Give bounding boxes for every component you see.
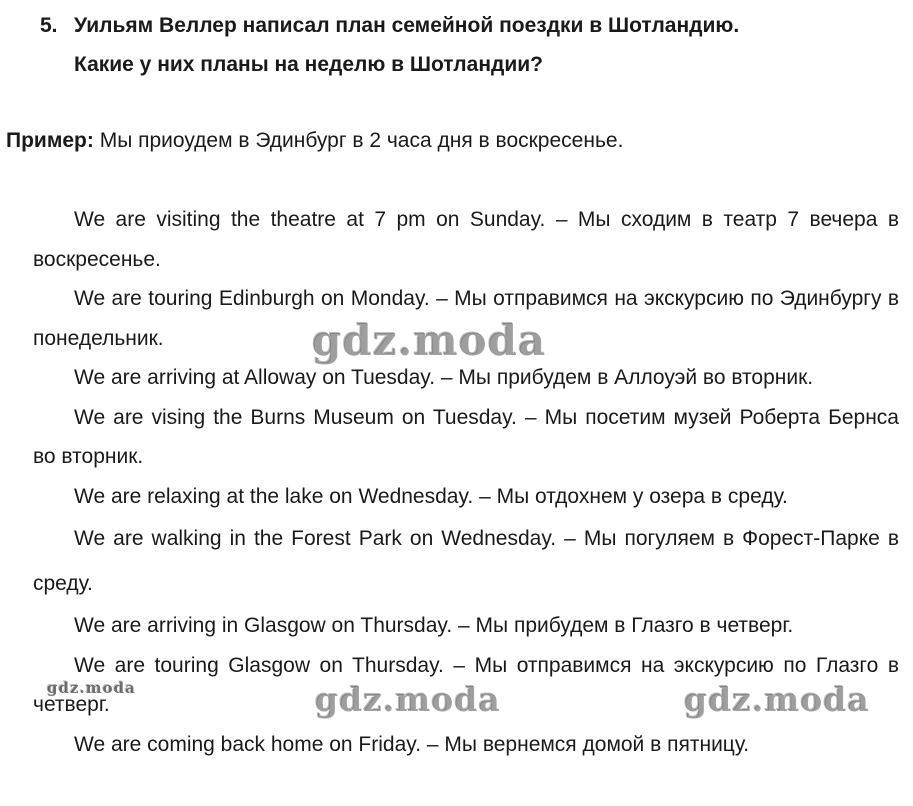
answer-wednesday-lake: We are relaxing at the lake on Wednesday. – Мы отдохнем у озера в среду.	[74, 484, 788, 508]
answers-list	[33, 200, 899, 764]
watermark-right: gdz.moda	[684, 680, 870, 719]
answer-friday-home: We are coming back home on Friday. – Мы вернемся домой в пятницу.	[74, 732, 750, 756]
answer-monday-edinburgh: We are touring Edinburgh on Monday. – Мы отправимся на экскурсию по Эдинбургу в понедельник.	[33, 287, 899, 350]
answer-tuesday-museum: We are vising the Burns Museum on Tuesday. – Мы посетим музей Роберта Бернса во вторник.	[33, 405, 899, 468]
answer-wednesday-park: We are walking in the Forest Park on Wednesday. – Мы погуляем в Форест-Парке в среду.	[33, 527, 899, 595]
answer-thursday-glasgow-arrive: We are arriving in Glasgow on Thursday. – Мы прибудем в Глазго в четверг.	[74, 614, 794, 637]
example-text: Мы приоудем в Эдинбург в 2 часа дня в воскресенье.	[93, 129, 624, 152]
answer-tuesday-alloway: We are arriving at Alloway on Tuesday. – Мы прибудем в Аллоуэй во вторник.	[74, 366, 814, 389]
answer-thursday-glasgow-tour: We are touring Glasgow on Thursday. – Мы отправимся на экскурсию по Глазго в четверг.	[33, 653, 899, 716]
example-label: Пример:	[6, 129, 94, 152]
task-heading	[40, 6, 900, 84]
task-line-1: Уильям Веллер написал план семейной поездки в Шотландию.	[74, 14, 740, 37]
task-number: 5.	[40, 14, 58, 37]
watermark-main: gdz.moda	[312, 316, 547, 365]
watermark-small: gdz.moda	[47, 679, 136, 697]
example-line	[6, 124, 623, 158]
watermark-center: gdz.moda	[315, 680, 501, 719]
answer-sunday-theatre: We are visiting the theatre at 7 pm on Sunday. – Мы сходим в театр 7 вечера в воскресенье.	[33, 208, 899, 271]
task-line-2: Какие у них планы на неделю в Шотландии?	[74, 53, 543, 76]
